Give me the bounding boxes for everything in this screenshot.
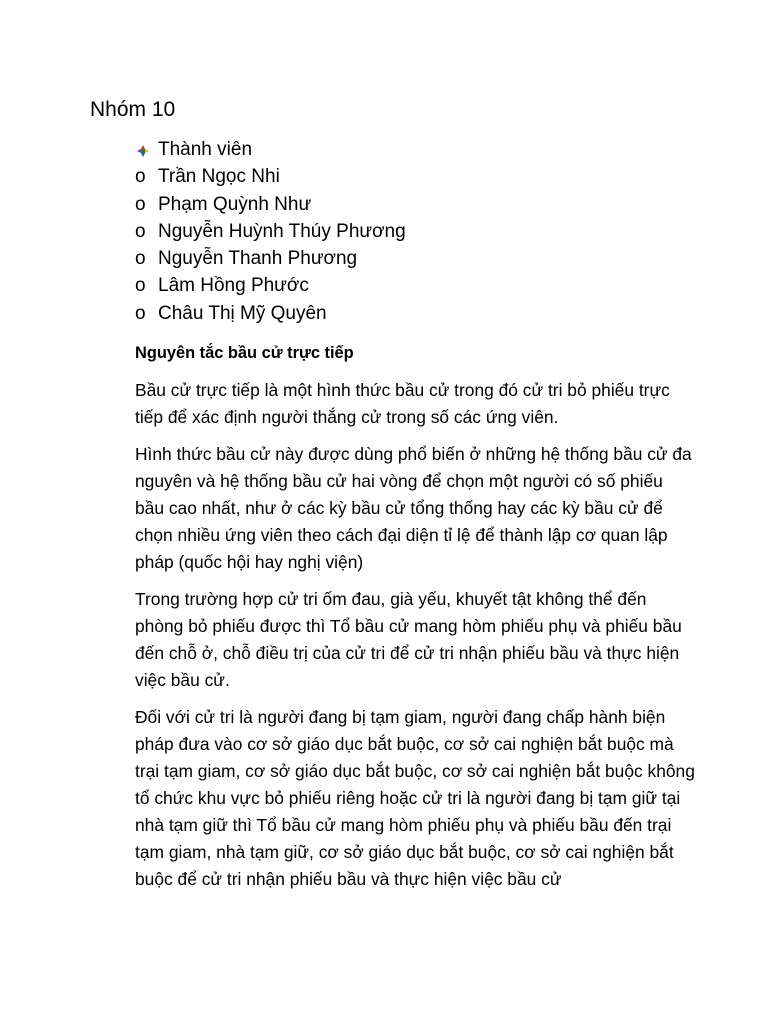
member-name: Nguyễn Thanh Phương [158,248,358,270]
member-name: Lâm Hồng Phước [158,275,309,297]
list-item [135,218,406,245]
bullet-marker: o [135,275,146,297]
list-item [135,163,406,190]
four-way-arrow-bullet-icon [137,145,149,157]
paragraph: Trong trường hợp cử tri ốm đau, già yếu, khuyết tật không thể đến phòng bỏ phiếu được thì Tổ bầu cử mang hòm phiếu phụ và phiếu bầu đến chỗ ở, chỗ điều trị của cử tri để cử tri nhận phiếu bầu và thực hiện việc bầu cử. [135,589,682,690]
paragraph: Hình thức bầu cử này được dùng phổ biến ở những hệ thống bầu cử đa nguyên và hệ thống bầu cử hai vòng để chọn một người có số phiếu bầu cao nhất, như ở các kỳ bầu cử tổng thống hay các kỳ bầu cử để chọn nhiều ứng viên theo cách đại diện tỉ lệ để thành lập cơ quan lập pháp (quốc hội hay nghị viện) [135,444,692,572]
page-title: Nhóm 10 [90,98,176,121]
paragraph: Bầu cử trực tiếp là một hình thức bầu cử trong đó cử tri bỏ phiếu trực tiếp để xác định người thắng cử trong số các ứng viên. [135,380,670,427]
section-heading: Nguyên tắc bầu cử trực tiếp [135,344,354,362]
member-name: Châu Thị Mỹ Quyên [158,302,327,324]
paragraph: Đối với cử tri là người đang bị tạm giam, người đang chấp hành biện pháp đưa vào cơ sở giáo dục bắt buộc, cơ sở cai nghiện bắt buộc mà trại tạm giam, cơ sở giáo dục bắt buộc, cơ sở cai nghiện bắt buộc không tổ chức khu vực bỏ phiếu riêng hoặc cử tri là người đang bị tạm giữ tại nhà tạm giữ thì Tổ bầu cử mang hòm phiếu phụ và phiếu bầu đến trại tạm giam, nhà tạm giữ, cơ sở giáo dục bắt buộc, cơ sở cai nghiện bắt buộc để cử tri nhận phiếu bầu và thực hiện việc bầu cử [135,707,695,889]
bullet-marker: o [135,166,146,188]
list-item [135,245,406,272]
member-name: Phạm Quỳnh Như [158,193,312,215]
list-item [135,300,406,327]
member-list [135,136,406,327]
bullet-marker: o [135,193,146,215]
members-heading: Thành viên [158,139,253,160]
document-body [135,340,695,903]
member-name: Trần Ngọc Nhi [158,166,280,188]
list-item [135,191,406,218]
bullet-marker: o [135,302,146,324]
members-heading-item [135,136,406,163]
list-item [135,272,406,299]
bullet-marker: o [135,220,146,242]
member-name: Nguyễn Huỳnh Thúy Phương [158,220,406,242]
bullet-marker: o [135,248,146,270]
